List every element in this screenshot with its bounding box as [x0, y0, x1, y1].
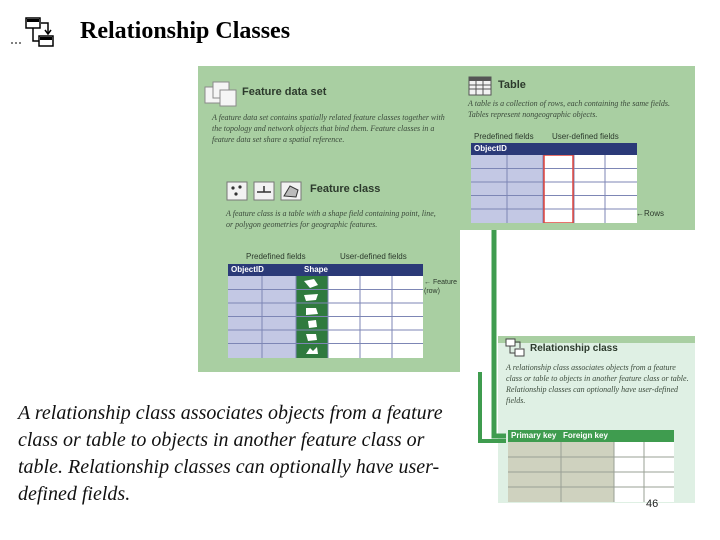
table-grid-box: [471, 143, 637, 223]
relationship-class-grid: [508, 442, 674, 502]
slide-caption: A relationship class associates objects from a feature class or table to objects in another feature class or table. Relationship classes can optionally have user-defined fields.: [18, 402, 443, 505]
feature-class-icons: [226, 180, 306, 202]
feature-row-arrow-icon: ←: [424, 279, 431, 286]
table-grid: [471, 155, 637, 223]
page-title: Relationship Classes: [80, 18, 291, 44]
relationship-class-table: [508, 430, 674, 502]
feature-row-note: [424, 278, 458, 296]
relationship-class-small-icon: [504, 338, 526, 358]
feature-dataset-icon: [204, 78, 238, 108]
rows-arrow-icon: ←: [636, 209, 644, 218]
feature-row-note-text: Feature (row): [424, 279, 458, 295]
rows-note-text: Rows: [644, 209, 665, 218]
relationship-col-primary-key: Primary key: [511, 431, 557, 440]
feature-class-table: [228, 264, 423, 358]
relationship-class-description: A relationship class associates objects from a feature class or table to objects in another feature class or table. Relationship classes can optionally have user-defined fields.: [506, 363, 689, 405]
table-predefined-label: Predefined fields: [474, 132, 534, 141]
feature-class-description: A feature class is a table with a shape field containing point, line, or polygon geometries for geographic features.: [226, 209, 436, 229]
feature-class-predefined-label: Predefined fields: [246, 252, 306, 261]
page-number: 46: [646, 498, 659, 510]
feature-class-heading: Feature class: [310, 183, 381, 195]
table-heading: Table: [498, 79, 526, 91]
feature-class-col-shape: Shape: [304, 265, 329, 274]
relationship-class-icon: [6, 16, 56, 50]
feature-dataset-heading: Feature data set: [242, 86, 327, 98]
table-description: A table is a collection of rows, each containing the same fields. Tables represent nongeographic objects.: [468, 99, 670, 119]
table-icon: [468, 76, 492, 96]
table-user-defined-label: User-defined fields: [552, 132, 619, 141]
rows-note: [636, 209, 664, 218]
feature-class-user-defined-label: User-defined fields: [340, 252, 407, 261]
relationship-class-heading: Relationship class: [530, 343, 618, 354]
feature-dataset-description: A feature data set contains spatially related feature classes together with the topology and network objects that bind them. Feature classes in a feature data set share a spatial reference.: [212, 113, 445, 144]
relationship-col-foreign-key: Foreign key: [563, 431, 608, 440]
feature-class-grid: [228, 276, 423, 358]
feature-class-col-objectid: ObjectID: [231, 265, 264, 274]
table-col-objectid: ObjectID: [474, 144, 507, 153]
